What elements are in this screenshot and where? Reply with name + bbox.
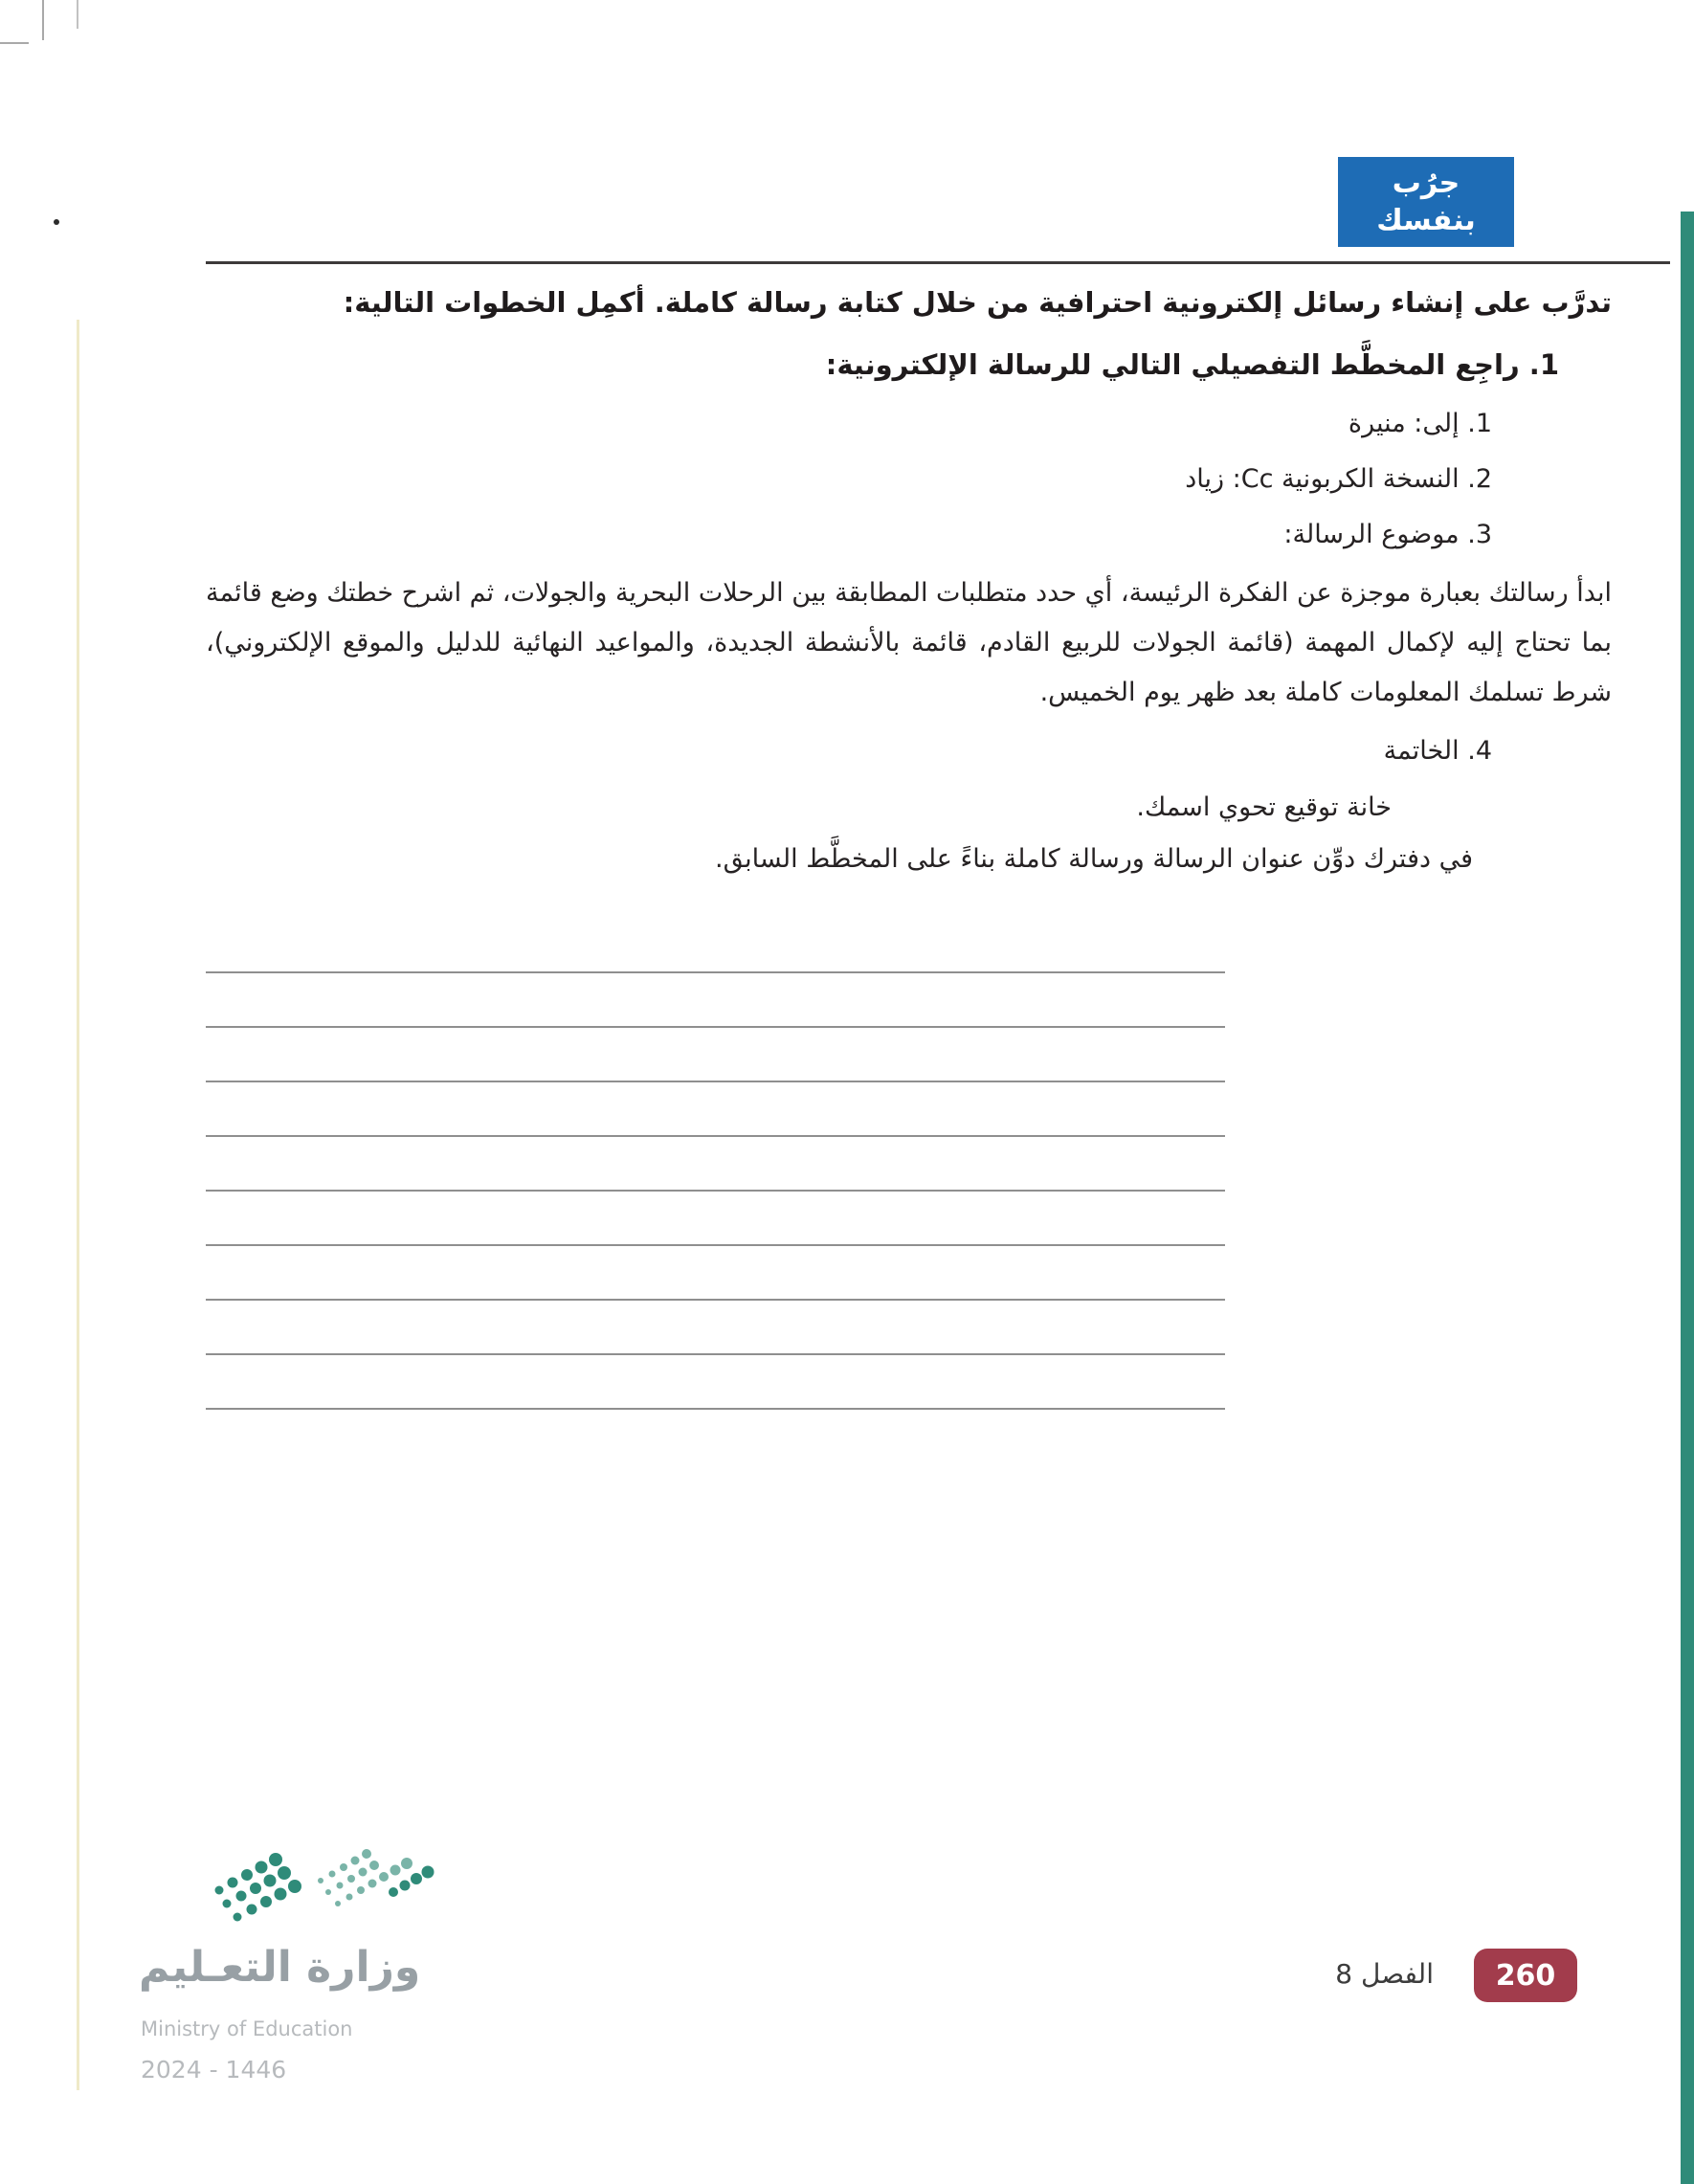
outline-item-to: 1. إلى: منيرة [1348,409,1492,438]
try-yourself-badge [1338,157,1514,247]
signature-note: خانة توقيع تحوي اسمك. [1136,792,1392,822]
try-yourself-badge-line2: بنفسك [1376,204,1476,237]
writing-line [206,1082,1225,1137]
step-1-title: 1. راجِع المخطَّط التفصيلي التالي للرسالة الإلكترونية: [825,348,1559,381]
notebook-instruction: في دفترك دوِّن عنوان الرسالة ورسالة كاملة بناءً على المخطَّط السابق. [715,844,1473,874]
margin-guide-line [77,320,79,2090]
intro-paragraph: تدرَّب على إنشاء رسائل إلكترونية احترافية من خلال كتابة رسالة كاملة. أكمِل الخطوات التالية: [343,286,1612,319]
writing-line [206,919,1225,973]
writing-line [206,1301,1225,1355]
writing-lines-area [206,919,1225,1410]
writing-line [206,1246,1225,1301]
registration-dot [54,219,59,225]
message-body-paragraph: ابدأ رسالتك بعبارة موجزة عن الفكرة الرئيسة، أي حدد متطلبات المطابقة بين الرحلات البحرية والجولات، ثم اشرح خطتك وضع قائمة بما تحتاج إليه لإكمال المهمة (قائمة الجولات للربيع القادم، قائمة بالأنشطة الجديدة، والمواعيد النهائية للدليل والموقع الإلكتروني)، شرط تسلمك المعلومات كاملة بعد ظهر يوم الخميس. [206,578,1612,707]
page-number-badge: 260 [1474,1949,1577,2002]
chapter-label: الفصل 8 [1335,1958,1434,1990]
writing-line [206,973,1225,1028]
ministry-name-arabic: وزارة التعـليم [139,1943,421,1992]
crop-mark-vertical-2 [77,0,78,29]
outline-item-subject: 3. موضوع الرسالة: [1283,520,1492,549]
page-edge-color-bar [1681,212,1694,2184]
writing-line [206,1355,1225,1410]
writing-line [206,1192,1225,1246]
outline-item-cc: 2. النسخة الكربونية Cc: زياد [1185,464,1492,494]
header-rule [206,261,1670,264]
edition-year: 2024 - 1446 [141,2056,287,2084]
crop-mark-vertical [42,0,44,40]
lesson-content [206,276,1612,1410]
ministry-logo [206,1842,447,1934]
ministry-name-english: Ministry of Education [141,2017,353,2040]
writing-line [206,1028,1225,1082]
writing-line [206,1137,1225,1192]
outline-item-closing: 4. الخاتمة [1383,736,1492,766]
try-yourself-badge-line1: جرُب [1392,167,1460,200]
crop-mark-horizontal [0,42,29,44]
